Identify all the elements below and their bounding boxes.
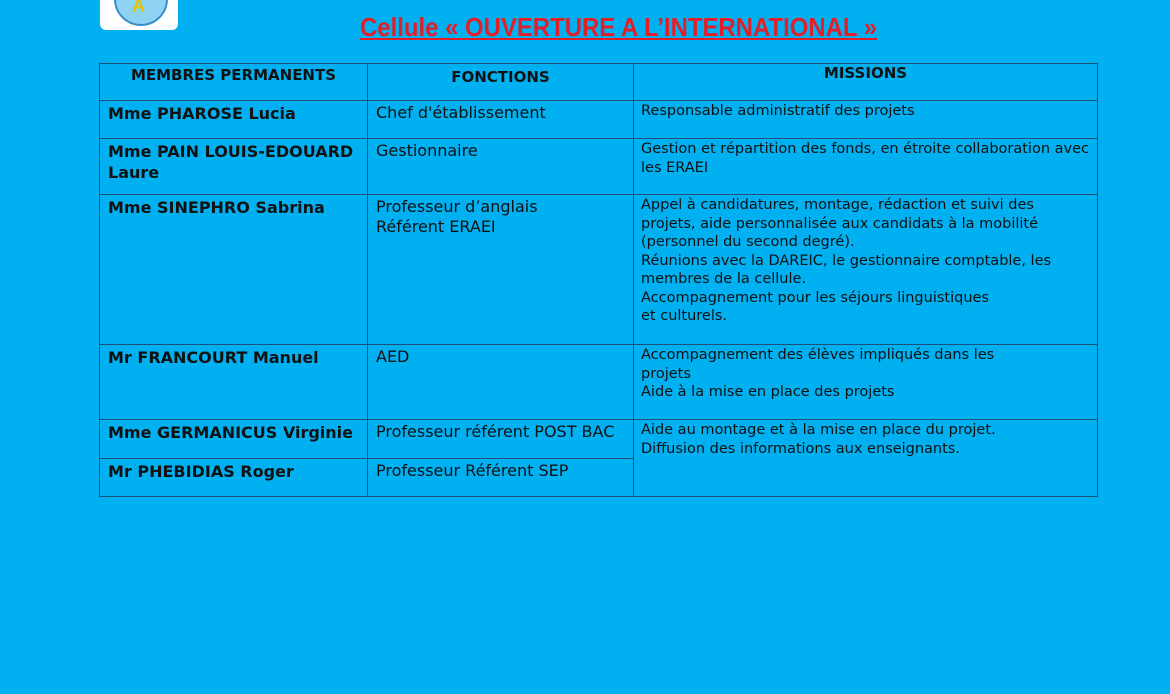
header-functions: FONCTIONS bbox=[368, 64, 634, 101]
member-name: Mme SINEPHRO Sabrina bbox=[100, 195, 368, 345]
member-mission: Aide au montage et à la mise en place du projet. Diffusion des informations aux enseignants. bbox=[634, 420, 1098, 497]
table-row bbox=[100, 420, 1098, 459]
header-members: MEMBRES PERMANENTS bbox=[100, 64, 368, 101]
member-mission: Appel à candidatures, montage, rédaction et suivi des projets, aide personnalisée aux candidats à la mobilité (personnel du second degré). Réunions avec la DAREIC, le gestionnaire comptable, les membres de la cellule. Accompagnement pour les séjours linguistiques et culturels. bbox=[634, 195, 1098, 345]
member-name: Mme PAIN LOUIS-EDOUARD Laure bbox=[100, 139, 368, 195]
page-title: Cellule « OUVERTURE A L’INTERNATIONAL » bbox=[359, 12, 878, 42]
header-missions: MISSIONS bbox=[634, 64, 1098, 101]
members-table bbox=[99, 63, 1098, 497]
table-row bbox=[100, 195, 1098, 345]
member-function: Professeur d’anglais Référent ERAEI bbox=[368, 195, 634, 345]
member-name: Mr FRANCOURT Manuel bbox=[100, 345, 368, 420]
member-function: Professeur Référent SEP bbox=[368, 459, 634, 497]
member-name: Mme PHAROSE Lucia bbox=[100, 101, 368, 139]
table-row bbox=[100, 345, 1098, 420]
table-row bbox=[100, 101, 1098, 139]
member-name: Mr PHEBIDIAS Roger bbox=[100, 459, 368, 497]
member-function: Gestionnaire bbox=[368, 139, 634, 195]
member-function: Professeur référent POST BAC bbox=[368, 420, 634, 459]
member-name: Mme GERMANICUS Virginie bbox=[100, 420, 368, 459]
member-mission: Accompagnement des élèves impliqués dans les projets Aide à la mise en place des projets bbox=[634, 345, 1098, 420]
member-function: Chef d'établissement bbox=[368, 101, 634, 139]
table-row bbox=[100, 139, 1098, 195]
member-mission: Responsable administratif des projets bbox=[634, 101, 1098, 139]
member-function: AED bbox=[368, 345, 634, 420]
member-mission: Gestion et répartition des fonds, en étroite collaboration avec les ERAEI bbox=[634, 139, 1098, 195]
logo-mark: A bbox=[132, 0, 145, 16]
table-header-row bbox=[100, 64, 1098, 101]
